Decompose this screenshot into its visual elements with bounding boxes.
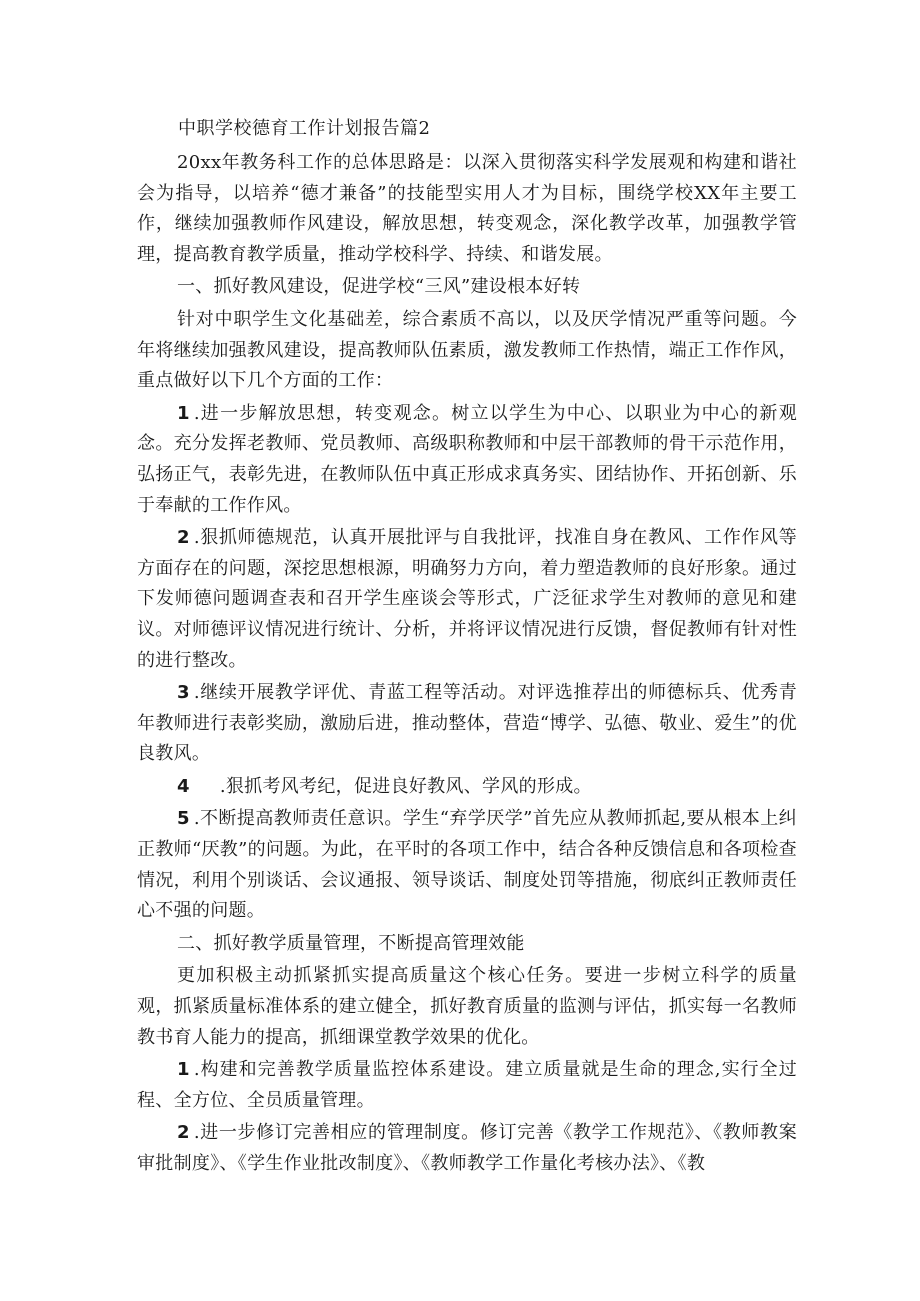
item-number: 4 — [177, 775, 190, 797]
item-text: .进一步解放思想，转变观念。树立以学生为中心、以职业为中心的新观念。充分发挥老教师、党员教师、高级职称教师和中层干部教师的骨干示范作用，弘扬正气，表彰先进，在教师队伍中真正形成求真务实、团结协作、开拓创新、乐于奉献的工作作风。 — [137, 402, 797, 516]
item-number: 2 — [177, 527, 190, 549]
item-number: 1 — [177, 1059, 190, 1081]
section-1-item-5 — [137, 804, 797, 926]
section-1-item-3 — [137, 678, 797, 770]
item-number: 3 — [177, 682, 190, 704]
section-1-intro: 针对中职学生文化基础差，综合素质不高以，以及厌学情况严重等问题。今年将继续加强教风建设，提高教师队伍素质，激发教师工作热情，端正工作作风，重点做好以下几个方面的工作： — [137, 308, 797, 392]
item-text: .构建和完善教学质量监控体系建设。建立质量就是生命的理念,实行全过程、全方位、全员质量管理。 — [137, 1059, 797, 1111]
section-2-item-2 — [137, 1118, 797, 1179]
document-body — [137, 148, 797, 1182]
section-1-item-1 — [137, 399, 797, 521]
item-text: .狠抓考风考纪，促进良好教风、学风的形成。 — [219, 775, 592, 797]
item-text: .继续开展教学评优、青蓝工程等活动。对评选推荐出的师德标兵、优秀青年教师进行表彰奖励，激励后进，推动整体，营造“博学、弘德、敬业、爱生”的优良教风。 — [137, 682, 797, 765]
section-2-intro: 更加积极主动抓紧抓实提高质量这个核心任务。要进一步树立科学的质量观，抓紧质量标准体系的建立健全，抓好教育质量的监测与评估，抓实每一名教师教书育人能力的提高，抓细课堂教学效果的优化。 — [137, 965, 797, 1048]
section-2-item-1 — [137, 1055, 797, 1116]
document-title: 中职学校德育工作计划报告篇2 — [178, 118, 431, 139]
item-text: .不断提高教师责任意识。学生“弃学厌学”首先应从教师抓起,要从根本上纠正教师“厌教”的问题。为此，在平时的各项工作中，结合各种反馈信息和各项检查情况，利用个别谈话、会议通报、领导谈话、制度处罚等措施，彻底纠正教师责任心不强的问题。 — [137, 808, 797, 922]
intro-paragraph: 20xx年教务科工作的总体思路是：以深入贯彻落实科学发展观和构建和谐社会为指导，以培养“德才兼备”的技能型实用人才为目标，围绕学校XX年主要工作，继续加强教师作风建设，解放思想，转变观念，深化教学改革，加强教学管理，提高教育教学质量，推动学校科学、持续、和谐发展。 — [137, 152, 797, 265]
section-1-item-2 — [137, 523, 797, 676]
section-1-item-4 — [137, 772, 797, 803]
item-text: .狠抓师德规范，认真开展批评与自我批评，找准自身在教风、工作作风等方面存在的问题，深挖思想根源，明确努力方向，着力塑造教师的良好形象。通过下发师德问题调查表和召开学生座谈会等形式，广泛征求学生对教师的意见和建议。对师德评议情况进行统计、分析，并将评议情况进行反馈，督促教师有针对性的进行整改。 — [137, 527, 797, 671]
item-number: 1 — [177, 402, 190, 424]
item-number: 5 — [177, 808, 190, 830]
section-1-heading: 一、抓好教风建设，促进学校“三风”建设根本好转 — [177, 276, 581, 298]
item-number: 2 — [177, 1122, 190, 1144]
item-text: .进一步修订完善相应的管理制度。修订完善《教学工作规范》、《教师教案审批制度》、《学生作业批改制度》、《教师教学工作量化考核办法》、《教 — [137, 1122, 797, 1174]
section-2-heading: 二、抓好教学质量管理，不断提高管理效能 — [177, 932, 525, 954]
